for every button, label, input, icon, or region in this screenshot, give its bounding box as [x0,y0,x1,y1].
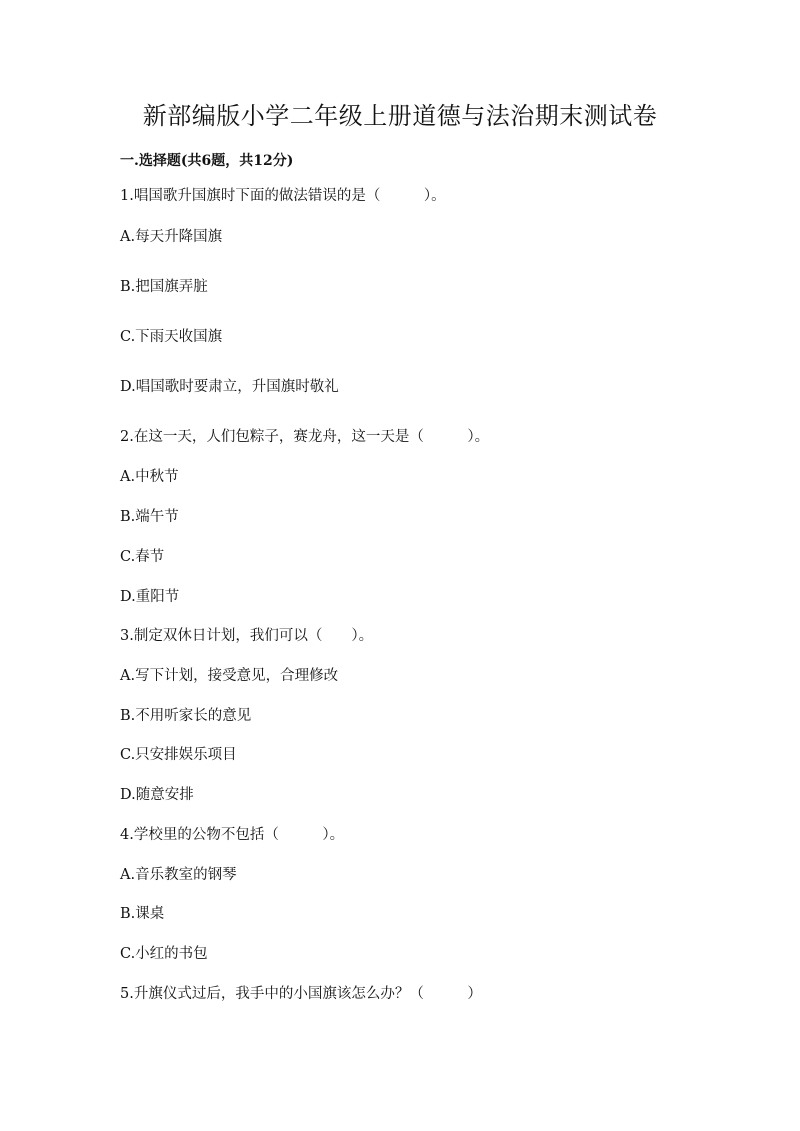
question-1-option-a: A.每天升降国旗 [120,229,223,245]
question-2-option-c: C.春节 [120,549,165,565]
question-3-option-a: A.写下计划，接受意见，合理修改 [120,668,339,684]
question-3-option-b: B.不用听家长的意见 [120,708,252,724]
question-1-option-c: C.下雨天收国旗 [120,329,223,345]
page-title: 新部编版小学二年级上册道德与法治期末测试卷 [142,102,658,130]
question-2-option-b: B.端午节 [120,509,179,525]
question-3-option-c: C.只安排娱乐项目 [120,747,237,763]
section-heading: 一.选择题(共6题，共12分) [120,153,294,169]
question-5-stem: 5.升旗仪式过后，我手中的小国旗该怎么办？（ ） [120,986,482,1002]
question-3-option-d: D.随意安排 [120,787,194,803]
question-2-stem: 2.在这一天，人们包粽子，赛龙舟，这一天是（ ）。 [120,429,490,445]
question-3-stem: 3.制定双休日计划，我们可以（ ）。 [120,628,374,644]
question-2-option-a: A.中秋节 [120,469,179,485]
question-4-option-a: A.音乐教室的钢琴 [120,867,237,883]
question-4-option-b: B.课桌 [120,906,165,922]
question-2-option-d: D.重阳节 [120,589,180,605]
question-1-stem: 1.唱国歌升国旗时下面的做法错误的是（ ）。 [120,188,446,204]
question-1-option-d: D.唱国歌时要肃立，升国旗时敬礼 [120,379,339,395]
question-4-stem: 4.学校里的公物不包括（ ）。 [120,827,345,843]
question-1-option-b: B.把国旗弄脏 [120,279,208,295]
question-4-option-c: C.小红的书包 [120,946,208,962]
